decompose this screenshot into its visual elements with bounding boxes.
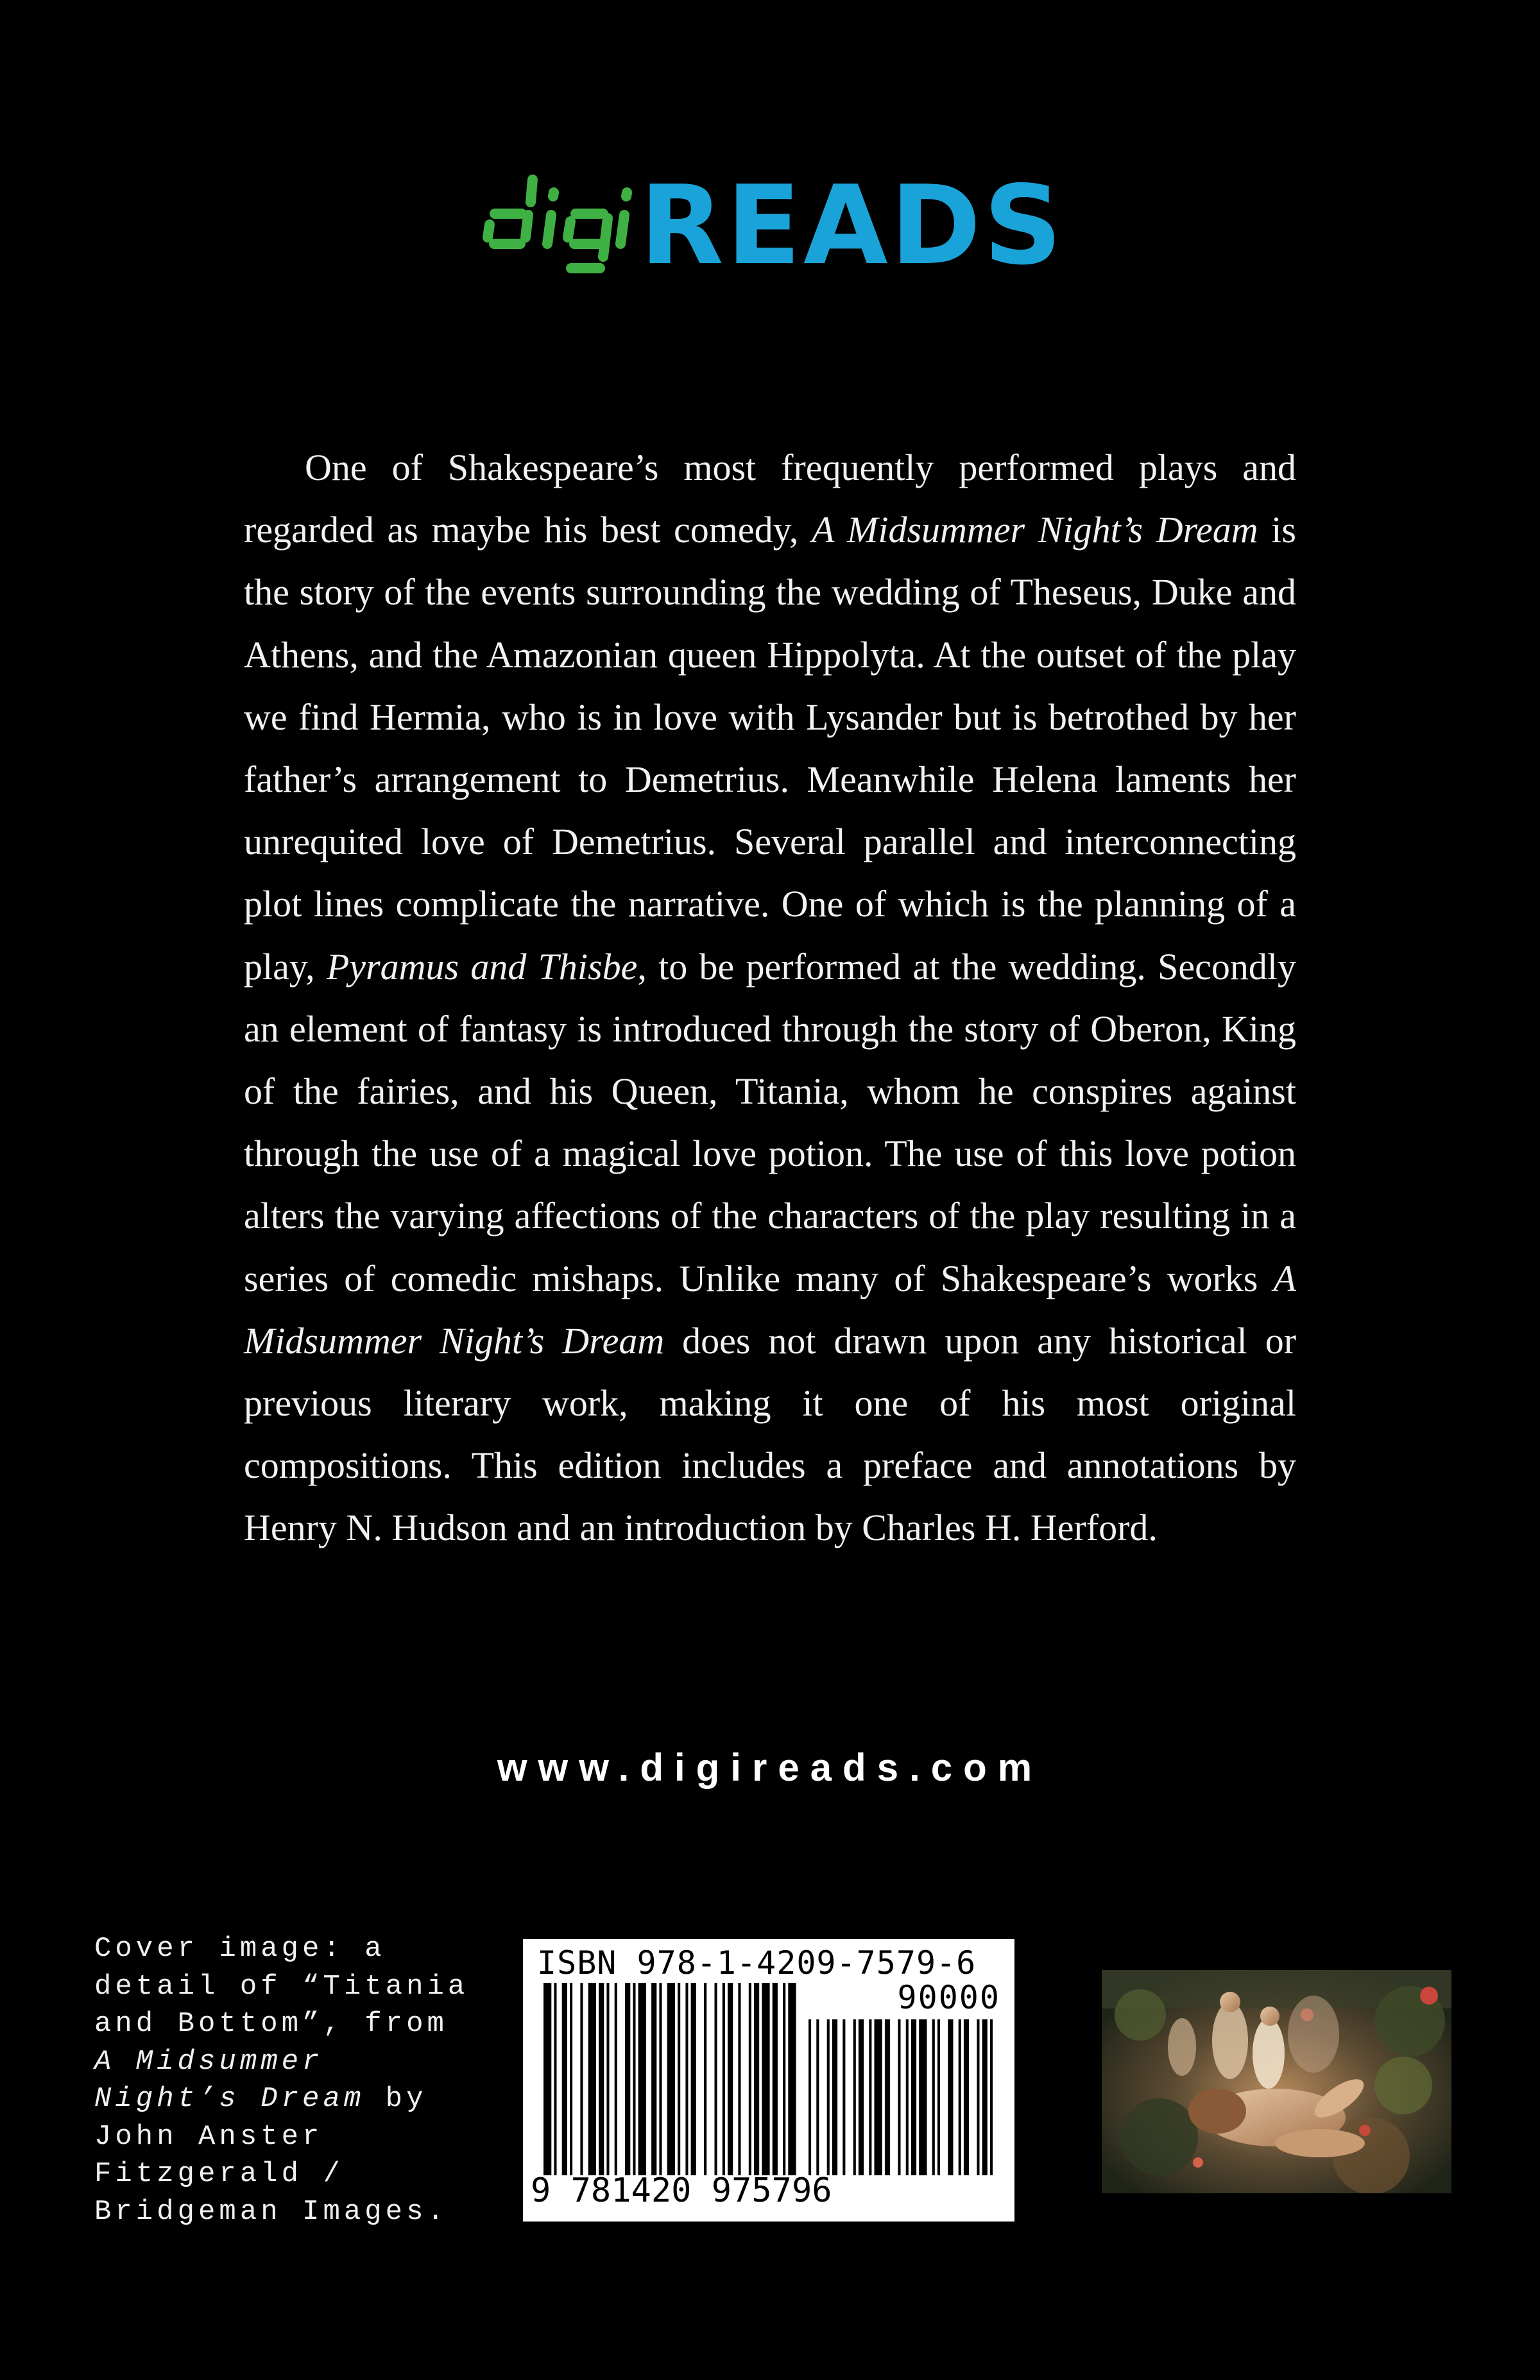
barcode-bar <box>869 2019 871 2175</box>
cover-image-credit <box>94 1930 469 2230</box>
description-text: One of Shakespeare’s most frequently performed plays and regarded as maybe his best comedy, <box>244 447 1296 551</box>
barcode-bar <box>685 1983 688 2175</box>
barcode-bar <box>827 2019 830 2175</box>
isbn-barcode <box>523 1939 1014 2222</box>
barcode-bar <box>853 2019 856 2175</box>
barcode-bar <box>738 1983 740 2175</box>
barcode-bar <box>982 2019 988 2175</box>
barcode-bar <box>788 1983 796 2175</box>
credit-text: by <box>364 2083 427 2115</box>
barcode-bar <box>570 1983 572 2175</box>
barcode-bar <box>964 2019 969 2175</box>
description-text: does not drawn upon any historical or previous literary work, making it one of his most original compositions. This edition includes a preface and annotations by Henry N. Hudson and an introduction by Charles H. Herford. <box>244 1319 1297 1549</box>
price-code: 90000 <box>897 1979 1000 2016</box>
barcode-bar <box>749 1983 751 2175</box>
barcode-bar <box>754 1983 759 2175</box>
painting-image <box>1102 1970 1451 2193</box>
barcode-bar <box>562 1983 567 2175</box>
credit-line <box>94 2043 454 2081</box>
barcode-bar <box>659 1983 662 2175</box>
credit-line: detail of “Titania <box>94 1970 469 2003</box>
barcode-bar <box>911 2019 916 2175</box>
barcode-bar <box>932 2019 935 2175</box>
cover-painting-thumbnail <box>1102 1970 1451 2193</box>
digireads-logo-graphic <box>472 154 1068 302</box>
barcode-bar <box>832 2019 837 2175</box>
description-text: , to be performed at the wedding. Secondly an element of fantasy is introduced through the story of Oberon, King of the fairies, and his Queen, Titania, whom he conspires against through the use of a magical love potion. The use of this love potion alters the varying affections of the characters of the play resulting in a series of comedic mishaps. Unlike many of Shakespeare’s works <box>244 945 1297 1299</box>
barcode-bar <box>762 1983 769 2175</box>
barcode-bar <box>715 1983 717 2175</box>
barcode-bar <box>723 1983 725 2175</box>
credit-line: Fitzgerald / <box>94 2158 344 2190</box>
credit-line: Bridgeman Images. <box>94 2195 448 2228</box>
reads-wordmark: READS <box>640 162 1065 289</box>
barcode-bar <box>625 1983 630 2175</box>
barcode-bar <box>554 1983 556 2175</box>
barcode-bar <box>919 2019 927 2175</box>
barcode-bar <box>678 1983 680 2175</box>
play-title: A Midsummer Night’s Dream <box>244 1257 1296 1362</box>
barcode-bar <box>990 2019 993 2175</box>
barcode-bar <box>948 2019 953 2175</box>
barcode-bar <box>859 2019 864 2175</box>
ean-number: 9 781420 975796 <box>531 2171 832 2210</box>
barcode-bar <box>606 1983 609 2175</box>
barcode-bar <box>843 2019 845 2175</box>
barcode-bar <box>651 1983 656 2175</box>
barcode-bar <box>543 1983 551 2175</box>
barcode-bar <box>691 1983 696 2175</box>
description-text: is the story of the events surrounding the wedding of Theseus, Duke and Athens, and the Amazonian queen Hippolyta. At the outset of the play we find Hermia, who is in love with Lysander but is betrothed by her father’s arrangement to Demetrius. Meanwhile Helena laments her unrequited love of Demetrius. Several parallel and interconnecting plot lines complicate the narrative. One of which is the planning of a play, <box>244 509 1296 988</box>
credit-title: A Midsummer <box>94 2045 323 2078</box>
barcode-bar <box>783 1983 785 2175</box>
barcode-bar <box>588 1983 596 2175</box>
barcode-bar <box>615 1983 617 2175</box>
barcode-bar <box>906 2019 909 2175</box>
barcode-bar <box>809 2019 811 2175</box>
barcode-bar <box>937 2019 940 2175</box>
credit-line: John Anster <box>94 2120 323 2153</box>
barcode-bar <box>898 2019 900 2175</box>
play-title: Pyramus and Thisbe <box>326 945 638 988</box>
credit-line: Cover image: a <box>94 1933 386 1965</box>
book-description <box>244 436 1296 1559</box>
barcode-bar <box>875 2019 882 2175</box>
credit-line: and Bottom”, from <box>94 2008 448 2040</box>
play-title: A Midsummer Night’s Dream <box>812 509 1258 551</box>
barcode-bar <box>580 1983 583 2175</box>
credit-title: Night’s Dream <box>94 2083 365 2115</box>
barcode-bar <box>977 2019 979 2175</box>
barcode-bar <box>728 1983 733 2175</box>
barcode-bar <box>773 1983 778 2175</box>
barcode-bar <box>599 1983 604 2175</box>
publisher-website: www.digireads.com <box>497 1746 1043 1789</box>
barcode-bar <box>704 1983 706 2175</box>
credit-line <box>94 2080 454 2118</box>
barcode-bar <box>667 1983 675 2175</box>
barcode-bar <box>633 1983 635 2175</box>
barcode-bar <box>638 1983 646 2175</box>
barcode-bar <box>816 2019 819 2175</box>
barcode-bar <box>959 2019 961 2175</box>
barcode-bar <box>885 2019 890 2175</box>
digireads-logo <box>472 154 1068 302</box>
isbn-number: ISBN 978-1-4209-7579-6 <box>537 1944 977 1982</box>
